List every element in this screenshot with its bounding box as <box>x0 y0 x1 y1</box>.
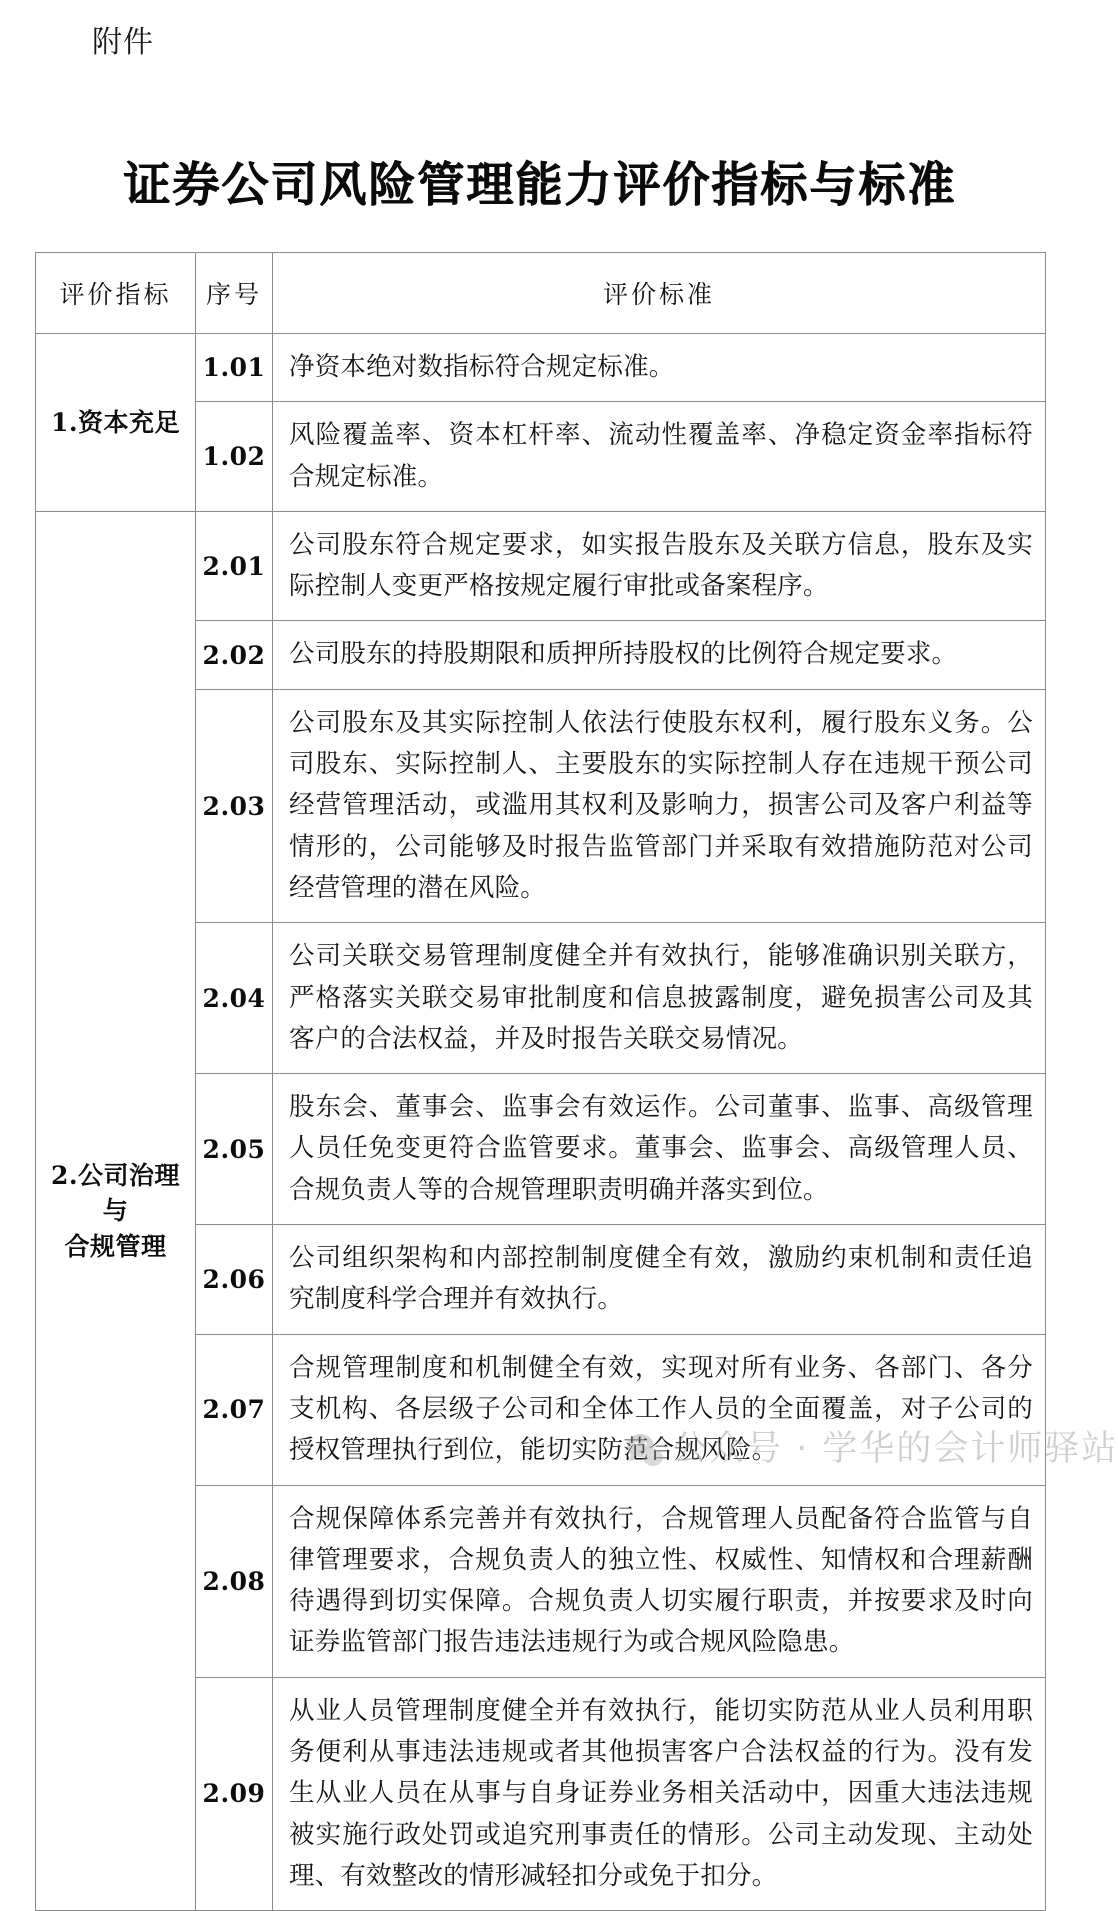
criteria-text: 合规保障体系完善并有效执行，合规管理人员配备符合监管与自律管理要求，合规负责人的独立性、权威性、知情权和合理薪酬待遇得到切实保障。合规负责人切实履行职责，并按要求及时向证券监管部门报告违法违规行为或合规风险隐患。 <box>273 1485 1046 1677</box>
criteria-text: 公司股东符合规定要求，如实报告股东及关联方信息，股东及实际控制人变更严格按规定履行审批或备案程序。 <box>273 511 1046 621</box>
row-number: 2.06 <box>196 1225 273 1335</box>
row-number: 2.05 <box>196 1074 273 1225</box>
watermark-text: 公众号 · 学华的会计师驿站 <box>672 1429 1118 1469</box>
criteria-text: 合规管理制度和机制健全有效，实现对所有业务、各部门、各分支机构、各层级子公司和全体工作人员的全面覆盖，对子公司的授权管理执行到位，能切实防范合规风险。 <box>273 1334 1046 1485</box>
table-row <box>36 511 1046 621</box>
evaluation-table <box>35 252 1046 1911</box>
metric-group-label-line1: 2.公司治理与 <box>50 1160 181 1226</box>
criteria-text: 公司组织架构和内部控制制度健全有效，激励约束机制和责任追究制度科学合理并有效执行。 <box>273 1225 1046 1335</box>
criteria-text: 公司关联交易管理制度健全并有效执行，能够准确识别关联方，严格落实关联交易审批制度和信息披露制度，避免损害公司及其客户的合法权益，并及时报告关联交易情况。 <box>273 923 1046 1074</box>
table-header <box>36 253 1046 334</box>
criteria-text: 风险覆盖率、资本杠杆率、流动性覆盖率、净稳定资金率指标符合规定标准。 <box>273 402 1046 512</box>
metric-group-capital-adequacy: 1.资本充足 <box>36 334 196 512</box>
table-body <box>36 334 1046 1911</box>
evaluation-table-wrapper <box>35 252 1045 1911</box>
attachment-label: 附件 <box>92 25 154 60</box>
row-number: 1.01 <box>196 334 273 402</box>
metric-group-label-line2: 合规管理 <box>64 1231 167 1261</box>
row-number: 1.02 <box>196 402 273 512</box>
row-number: 2.03 <box>196 689 273 922</box>
criteria-text: 净资本绝对数指标符合规定标准。 <box>273 334 1046 402</box>
column-header-criteria: 评价标准 <box>273 253 1046 334</box>
row-number: 2.08 <box>196 1485 273 1677</box>
criteria-text: 公司股东的持股期限和质押所持股权的比例符合规定要求。 <box>273 621 1046 689</box>
row-number: 2.02 <box>196 621 273 689</box>
row-number: 2.04 <box>196 923 273 1074</box>
table-row <box>36 334 1046 402</box>
criteria-text: 从业人员管理制度健全并有效执行，能切实防范从业人员利用职务便利从事违法违规或者其他损害客户合法权益的行为。没有发生从业人员在从事与自身证券业务相关活动中，因重大违法违规被实施行政处罚或追究刑事责任的情形。公司主动发现、主动处理、有效整改的情形减轻扣分或免于扣分。 <box>273 1677 1046 1910</box>
column-header-number: 序号 <box>196 253 273 334</box>
column-header-metric: 评价指标 <box>36 253 196 334</box>
page-title: 证券公司风险管理能力评价指标与标准 <box>123 158 957 214</box>
criteria-text: 公司股东及其实际控制人依法行使股东权利，履行股东义务。公司股东、实际控制人、主要股东的实际控制人存在违规干预公司经营管理活动，或滥用其权利及影响力，损害公司及客户利益等情形的，公司能够及时报告监管部门并采取有效措施防范对公司经营管理的潜在风险。 <box>273 689 1046 922</box>
row-number: 2.01 <box>196 511 273 621</box>
row-number: 2.09 <box>196 1677 273 1910</box>
row-number: 2.07 <box>196 1334 273 1485</box>
metric-group-governance-compliance <box>36 511 196 1910</box>
table-header-row <box>36 253 1046 334</box>
criteria-text: 股东会、董事会、监事会有效运作。公司董事、监事、高级管理人员任免变更符合监管要求。董事会、监事会、高级管理人员、合规负责人等的合规管理职责明确并落实到位。 <box>273 1074 1046 1225</box>
